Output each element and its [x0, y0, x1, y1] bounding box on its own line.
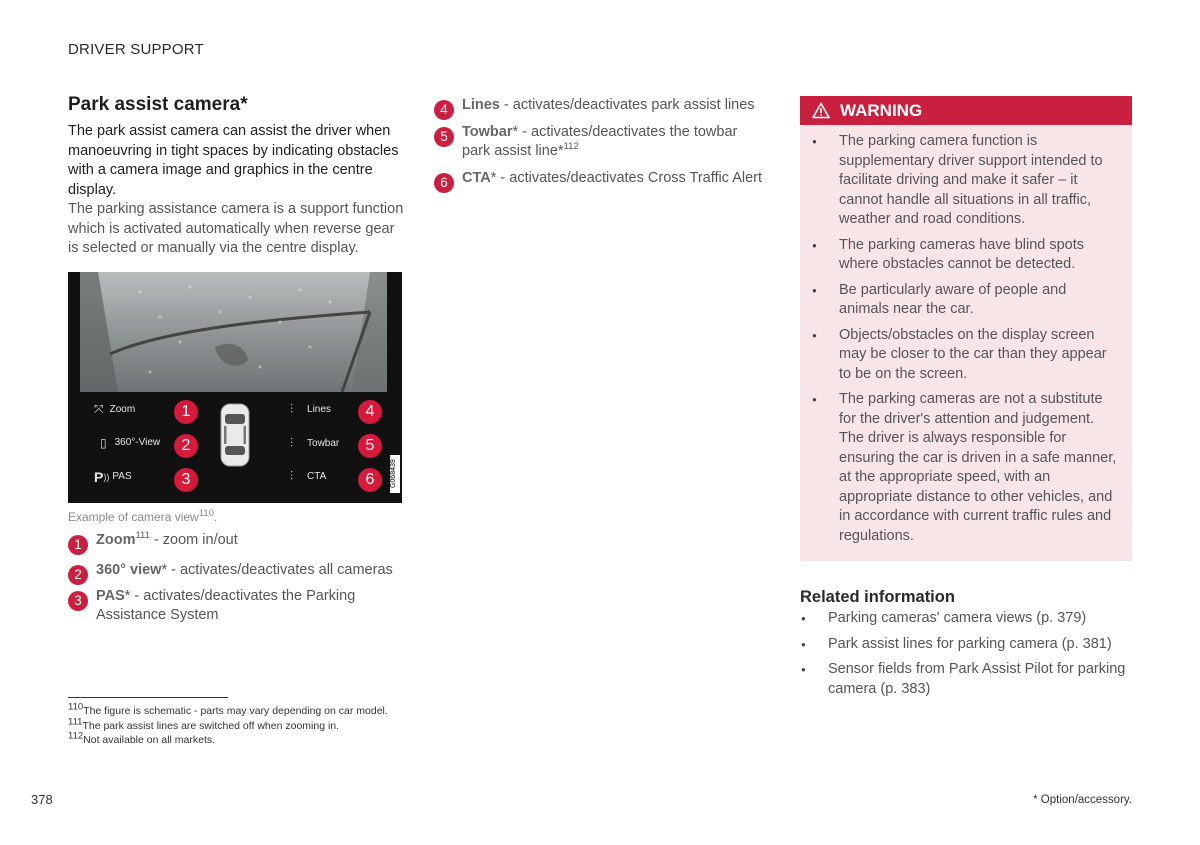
related-title: Related information [800, 588, 955, 606]
figure-code: G068439 [390, 455, 400, 493]
warning-item: ● The parking camera function is supplementary driver support intended to facilitate driving and make it safer – it cannot handle all situations in all traffic, weather and road conditions. [812, 132, 1120, 230]
list-item: 6 CTA* - activates/deactivates Cross Traffic Alert [434, 169, 764, 189]
intro-lead: The park assist camera can assist the driver when manoeuvring in tight spaces by indicating obstacles with a camera image and graphics in the centre display. [68, 123, 399, 198]
callout-1: 1 [68, 535, 88, 555]
panel-towbar-button[interactable] [290, 436, 339, 451]
callout-4: 4 [434, 100, 454, 120]
panel-towbar-label: Towbar [307, 437, 340, 449]
page-number: 378 [31, 792, 53, 807]
footnote: $^{110}$The figure is schematic - parts may vary depending on car model. [68, 701, 388, 717]
intro-column [68, 94, 404, 626]
figure-caption: Example of camera view$^{110}$. [68, 507, 218, 524]
option-accessory-note: * Option/accessory. [1033, 794, 1132, 806]
callout-6: 6 [434, 173, 454, 193]
warning-title: WARNING [840, 100, 923, 120]
camera-360-icon: ▯ [100, 435, 107, 450]
callout-2: 2 [68, 565, 88, 585]
callout-6: 6 [358, 468, 382, 492]
warning-column [800, 96, 1132, 705]
footnote: $^{112}$Not available on all markets. [68, 730, 216, 746]
warning-triangle-icon [812, 102, 830, 119]
panel-360-button[interactable] [100, 436, 160, 450]
list-item: 4 Lines - activates/deactivates park assist lines [434, 96, 764, 116]
panel-zoom-label: Zoom [109, 403, 136, 415]
panel-lines-button[interactable] [290, 402, 331, 417]
related-link[interactable]: ● Parking cameras' camera views (p. 379) [800, 609, 1132, 629]
list-item: 5 Towbar* - activates/deactivates the towbar park assist line*$^{112}$ [434, 123, 764, 162]
panel-pas-label: PAS [112, 471, 132, 482]
warning-list [800, 125, 1132, 546]
cross-traffic-icon: ⫶ [290, 468, 294, 483]
callout-4: 4 [358, 400, 382, 424]
warning-header [800, 96, 1132, 125]
page-title: Park assist camera* [68, 94, 248, 115]
list-item: 1 Zoom$^{111}$ - zoom in/out [68, 531, 404, 551]
panel-lines-label: Lines [307, 403, 331, 415]
towbar-icon: ⫶ [290, 435, 294, 450]
panel-360-label: 360°-View [114, 437, 161, 448]
callout-1: 1 [174, 400, 198, 424]
car-top-view-icon [218, 402, 252, 468]
list-item: 3 PAS* - activates/deactivates the Parking Assistance System [68, 587, 404, 626]
related-list [800, 609, 1132, 699]
callout-3: 3 [68, 591, 88, 611]
related-link[interactable]: ● Park assist lines for parking camera (p. 381) [800, 635, 1132, 655]
footnotes [68, 697, 428, 748]
warning-item: ● The parking cameras are not a substitute for the driver's attention and judgement. The driver is always responsible for ensuring the car is driven in a safe manner, at the appropriate speed, with an appropriate distance to other vehicles, and in accordance with current traffic rules and regulations. [812, 390, 1120, 546]
lines-icon: ⫶ [290, 401, 294, 416]
zoom-icon: ⤧ [94, 401, 104, 416]
panel-cta-button[interactable] [290, 469, 326, 484]
panel-zoom-button[interactable] [94, 402, 135, 417]
callout-5: 5 [434, 127, 454, 147]
camera-image [80, 272, 387, 392]
warning-item: ● Be particularly aware of people and animals near the car. [812, 281, 1120, 320]
camera-view-figure [68, 272, 402, 503]
section-header: DRIVER SUPPORT [68, 41, 204, 58]
callout-3: 3 [174, 468, 198, 492]
warning-item: ● The parking cameras have blind spots where obstacles cannot be detected. [812, 236, 1120, 275]
footnote: $^{111}$The park assist lines are switched off when zooming in. [68, 716, 340, 732]
callout-5: 5 [358, 434, 382, 458]
warning-item: ● Objects/obstacles on the display screen may be closer to the car than they appear to be on the screen. [812, 326, 1120, 385]
intro-body: The parking assistance camera is a support function which is activated automatically when reverse gear is selected or manually via the centre display. [68, 201, 404, 256]
panel-pas-button[interactable]: P )) PAS [94, 468, 132, 485]
warning-box [800, 96, 1132, 561]
list-item: 2 360° view* - activates/deactivates all cameras [68, 561, 404, 581]
panel-cta-label: CTA [307, 470, 327, 482]
callout-2: 2 [174, 434, 198, 458]
functions-column [434, 96, 764, 188]
related-link[interactable]: ● Sensor fields from Park Assist Pilot for parking camera (p. 383) [800, 660, 1132, 699]
parking-sensor-icon: P [94, 468, 104, 485]
footnote-divider [68, 697, 228, 698]
